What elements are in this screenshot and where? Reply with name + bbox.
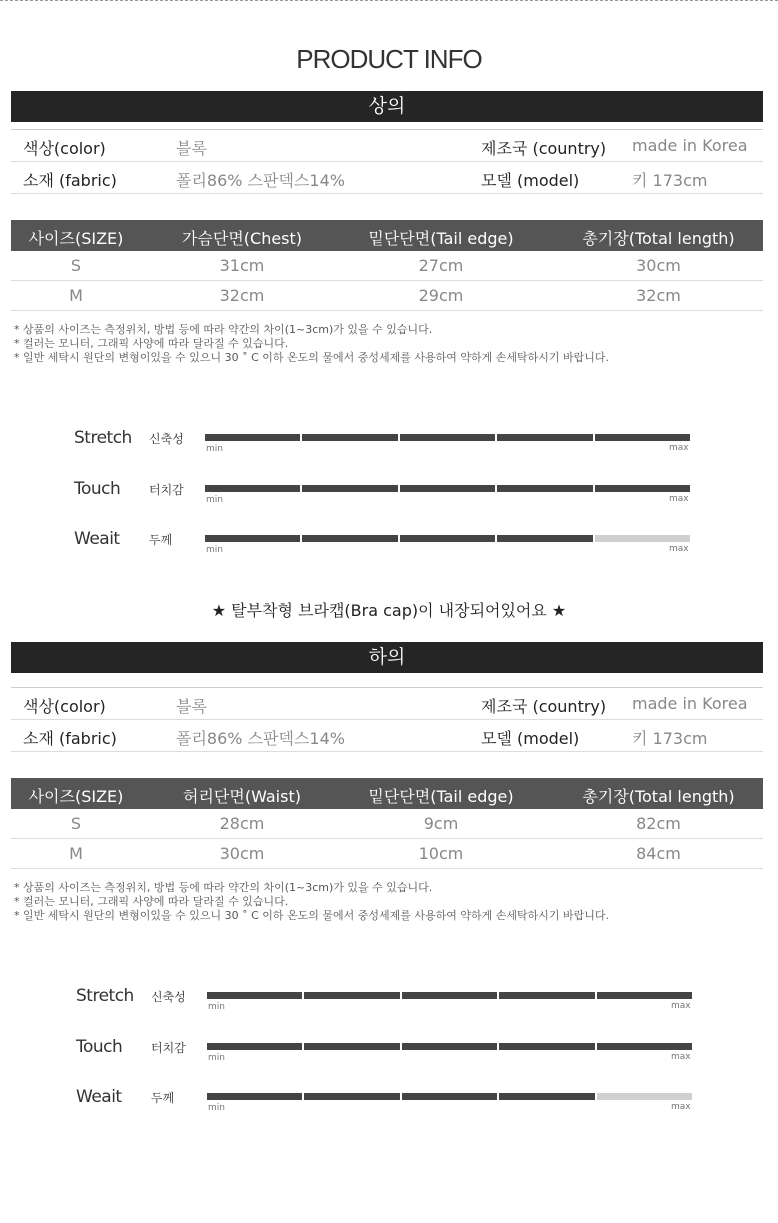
table-cell: 84cm	[636, 844, 681, 863]
table-row	[11, 281, 763, 311]
table-row	[11, 251, 763, 281]
gauge-segment-filled	[497, 535, 592, 542]
gauge-weight	[0, 529, 778, 559]
gauge-label: Weait	[76, 1087, 122, 1107]
gauge-segment-filled	[207, 1043, 302, 1050]
gauge-segment-filled	[207, 992, 302, 999]
size-table-header	[11, 778, 763, 809]
gauge-max-label: max	[669, 494, 689, 504]
size-table-top	[11, 220, 763, 311]
gauge-min-label: min	[206, 444, 223, 454]
care-notes-bottom	[14, 881, 609, 923]
info-row	[11, 720, 763, 752]
gauge-min-label: min	[208, 1103, 225, 1113]
gauge-segment-filled	[302, 434, 397, 441]
gauge-segment-filled	[597, 1043, 692, 1050]
gauge-segment-filled	[595, 434, 690, 441]
table-cell: 82cm	[636, 814, 681, 833]
gauge-segment-filled	[205, 434, 300, 441]
gauge-segment-filled	[499, 1093, 594, 1100]
gauge-segment-empty	[597, 1093, 692, 1100]
info-row	[11, 688, 763, 720]
table-cell: 28cm	[219, 814, 265, 833]
gauge-bar	[205, 535, 690, 542]
table-cell: 10cm	[418, 844, 464, 863]
gauge-max-label: max	[669, 443, 689, 453]
country-value: made in Korea	[632, 136, 748, 155]
gauge-segment-filled	[497, 434, 592, 441]
gauge-segment-filled	[497, 485, 592, 492]
note-line: * 일반 세탁시 원단의 변형이있을 수 있으니 30 ˚ C 이하 온도의 물에서 중성세제를 사용하여 약하게 손세탁하시기 바랍니다.	[14, 909, 610, 922]
gauge-segment-filled	[207, 1093, 302, 1100]
table-cell: M	[69, 844, 83, 863]
gauge-segment-filled	[402, 1093, 497, 1100]
gauge-segment-filled	[205, 485, 300, 492]
gauge-label: Stretch	[76, 986, 134, 1006]
gauge-label-ko: 터치감	[149, 483, 184, 497]
info-table-top	[11, 129, 763, 194]
gauge-label-ko: 두께	[151, 1091, 175, 1105]
gauge-segment-filled	[400, 434, 495, 441]
table-cell: 9cm	[423, 814, 459, 833]
color-value: 블록	[176, 139, 207, 158]
table-cell: 32cm	[636, 286, 681, 305]
gauge-min-label: min	[206, 545, 223, 555]
fabric-value: 폴리86% 스판덱스14%	[176, 729, 345, 748]
fabric-value: 폴리86% 스판덱스14%	[176, 171, 345, 190]
gauge-segment-filled	[402, 992, 497, 999]
dashed-divider	[0, 0, 778, 1]
note-line: * 상품의 사이즈는 측정위치, 방법 등에 따라 약간의 차이(1~3cm)가 있을 수 있습니다.	[14, 881, 433, 894]
col-size: 사이즈(SIZE)	[28, 229, 124, 248]
gauge-touch	[2, 1037, 778, 1067]
gauge-segment-filled	[400, 485, 495, 492]
gauge-segment-filled	[304, 1043, 399, 1050]
note-line: * 컬러는 모니터, 그래픽 사양에 따라 달라질 수 있습니다.	[14, 895, 289, 908]
table-cell: 29cm	[418, 286, 464, 305]
info-row	[11, 130, 763, 162]
gauge-segment-filled	[402, 1043, 497, 1050]
col-waist: 허리단면(Waist)	[183, 787, 301, 806]
gauge-touch	[0, 479, 778, 509]
table-cell: 27cm	[418, 256, 464, 275]
table-row	[11, 809, 763, 839]
table-cell: S	[70, 814, 82, 833]
gauge-max-label: max	[671, 1052, 691, 1062]
gauge-bar	[207, 1093, 692, 1100]
country-label: 제조국 (country)	[481, 139, 607, 158]
col-size: 사이즈(SIZE)	[28, 787, 124, 806]
gauge-segment-filled	[597, 992, 692, 999]
col-tail-edge: 밑단단면(Tail edge)	[368, 229, 514, 248]
size-table-bottom	[11, 778, 763, 869]
gauge-stretch	[0, 428, 778, 458]
gauge-segment-filled	[302, 485, 397, 492]
col-chest: 가슴단면(Chest)	[181, 229, 303, 248]
note-line: * 일반 세탁시 원단의 변형이있을 수 있으니 30 ˚ C 이하 온도의 물에서 중성세제를 사용하여 약하게 손세탁하시기 바랍니다.	[14, 351, 610, 364]
gauge-stretch	[2, 986, 778, 1016]
section-header-bottom: 하의	[11, 642, 763, 673]
table-row	[11, 839, 763, 869]
gauge-weight	[2, 1087, 778, 1117]
gauge-bar	[205, 485, 690, 492]
gauge-min-label: min	[208, 1053, 225, 1063]
model-value: 키 173cm	[632, 171, 708, 190]
table-cell: 32cm	[219, 286, 265, 305]
gauge-min-label: min	[208, 1002, 225, 1012]
gauge-min-label: min	[206, 495, 223, 505]
gauge-segment-filled	[595, 485, 690, 492]
gauge-segment-empty	[595, 535, 690, 542]
gauge-bar	[207, 1043, 692, 1050]
gauge-max-label: max	[671, 1102, 691, 1112]
gauge-segment-filled	[499, 992, 594, 999]
gauge-label-ko: 두께	[149, 533, 173, 547]
gauge-segment-filled	[304, 1093, 399, 1100]
gauge-label-ko: 신축성	[151, 990, 186, 1004]
note-line: * 컬러는 모니터, 그래픽 사양에 따라 달라질 수 있습니다.	[14, 337, 289, 350]
color-label: 색상(color)	[23, 697, 106, 716]
care-notes-top	[14, 323, 609, 365]
model-value: 키 173cm	[632, 729, 708, 748]
gauge-bar	[207, 992, 692, 999]
gauge-label-ko: 신축성	[149, 432, 184, 446]
gauge-segment-filled	[400, 535, 495, 542]
gauge-bar	[205, 434, 690, 441]
info-row	[11, 162, 763, 194]
bra-cap-notice: ★ 탈부착형 브라캡(Bra cap)이 내장되어있어요 ★	[211, 601, 567, 620]
info-table-bottom	[11, 687, 763, 752]
section-header-top: 상의	[11, 91, 763, 122]
table-cell: M	[69, 286, 83, 305]
gauge-segment-filled	[205, 535, 300, 542]
note-line: * 상품의 사이즈는 측정위치, 방법 등에 따라 약간의 차이(1~3cm)가 있을 수 있습니다.	[14, 323, 433, 336]
table-cell: S	[70, 256, 82, 275]
gauge-max-label: max	[671, 1001, 691, 1011]
gauge-label: Stretch	[74, 428, 132, 448]
col-tail-edge: 밑단단면(Tail edge)	[368, 787, 514, 806]
table-cell: 30cm	[219, 844, 265, 863]
col-total-length: 총기장(Total length)	[582, 787, 735, 806]
gauge-label-ko: 터치감	[151, 1041, 186, 1055]
gauge-max-label: max	[669, 544, 689, 554]
fabric-label: 소재 (fabric)	[23, 729, 117, 748]
fabric-label: 소재 (fabric)	[23, 171, 117, 190]
model-label: 모델 (model)	[481, 729, 580, 748]
model-label: 모델 (model)	[481, 171, 580, 190]
gauge-label: Touch	[74, 479, 121, 499]
table-cell: 30cm	[636, 256, 681, 275]
col-total-length: 총기장(Total length)	[582, 229, 735, 248]
country-label: 제조국 (country)	[481, 697, 607, 716]
color-label: 색상(color)	[23, 139, 106, 158]
table-cell: 31cm	[219, 256, 265, 275]
size-table-header	[11, 220, 763, 251]
gauge-segment-filled	[499, 1043, 594, 1050]
gauge-segment-filled	[304, 992, 399, 999]
color-value: 블록	[176, 697, 207, 716]
gauge-segment-filled	[302, 535, 397, 542]
page-title: PRODUCT INFO	[296, 44, 482, 74]
country-value: made in Korea	[632, 694, 748, 713]
gauge-label: Weait	[74, 529, 120, 549]
gauge-label: Touch	[76, 1037, 123, 1057]
